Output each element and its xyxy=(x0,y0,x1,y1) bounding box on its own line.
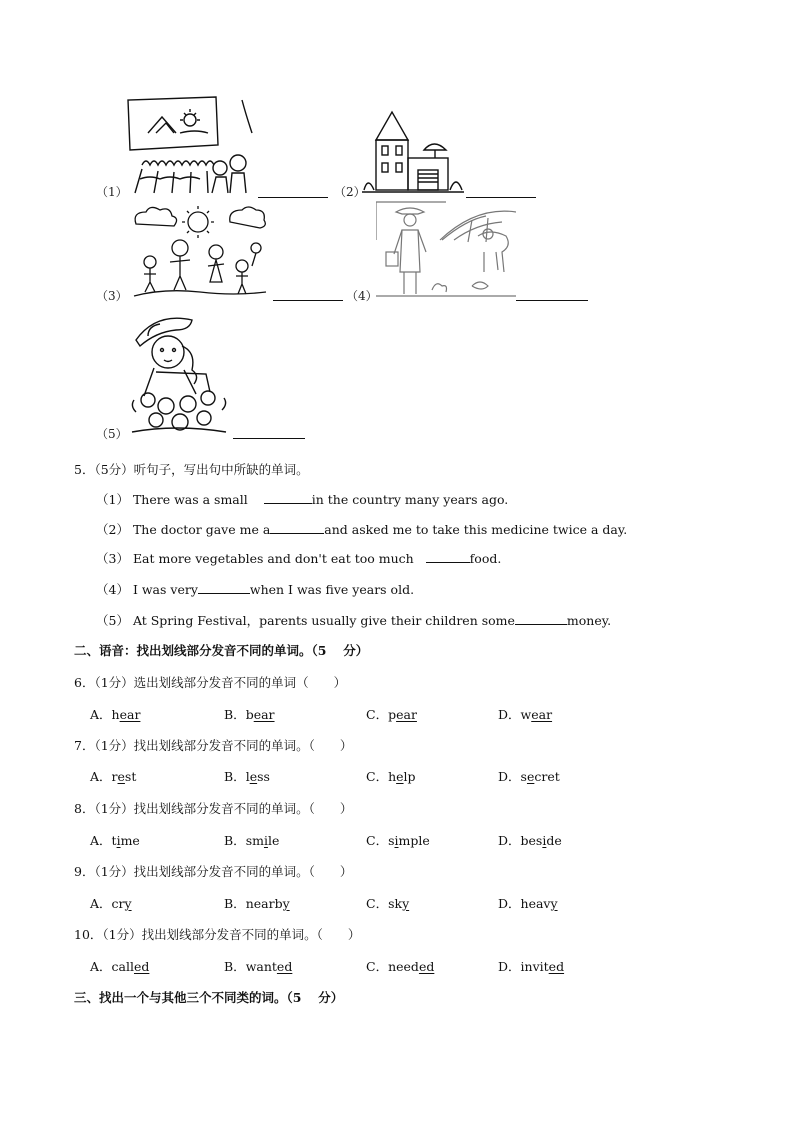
fill-in-sentence xyxy=(96,580,414,598)
picture-label: （1） xyxy=(96,185,128,199)
fill-in-sentence xyxy=(96,520,627,538)
sentence-prefix: The doctor gave me a xyxy=(132,522,271,537)
item-number: （1） xyxy=(96,492,129,507)
answer-blank[interactable] xyxy=(258,197,328,198)
answer-blank[interactable] xyxy=(516,300,588,301)
answer-blank[interactable] xyxy=(426,551,470,563)
sentence-prefix: There was a small xyxy=(132,492,252,507)
picture-label: （4） xyxy=(346,289,378,303)
picture-label: （5） xyxy=(96,427,128,441)
option-a[interactable]: A．rest xyxy=(90,769,137,784)
sentence-suffix: in the country many years ago. xyxy=(311,492,509,507)
option-b[interactable]: B．less xyxy=(224,769,270,784)
option-a[interactable]: A．hear xyxy=(90,707,141,722)
option-c[interactable]: C．needed xyxy=(366,959,435,974)
item-number: （3） xyxy=(96,551,129,566)
option-b[interactable]: B．bear xyxy=(224,707,275,722)
answer-blank[interactable] xyxy=(466,197,536,198)
fill-in-sentence xyxy=(96,549,501,567)
cinema-icon xyxy=(120,95,260,195)
sentence-prefix: I was very xyxy=(132,582,198,597)
item-number: （2） xyxy=(96,522,129,537)
item-number: （5） xyxy=(96,613,129,628)
question-title: 9．（1分）找出划线部分发音不同的单词。（ ） xyxy=(74,864,353,879)
answer-blank[interactable] xyxy=(270,522,324,534)
question-title: 7．（1分）找出划线部分发音不同的单词。（ ） xyxy=(74,738,353,753)
section-3-heading: 三、找出一个与其他三个不同类的词。（5 分） xyxy=(74,990,344,1005)
answer-blank[interactable] xyxy=(515,613,567,625)
option-c[interactable]: C．help xyxy=(366,769,416,784)
option-d[interactable]: D．secret xyxy=(498,769,560,784)
sentence-suffix: food. xyxy=(469,551,502,566)
option-c[interactable]: C．pear xyxy=(366,707,417,722)
house-icon xyxy=(362,108,464,194)
fill-in-sentence xyxy=(96,490,508,508)
option-c[interactable]: C．simple xyxy=(366,833,430,848)
option-a[interactable]: A．time xyxy=(90,833,140,848)
question-5-title: 5．（5分）听句子，写出句中所缺的单词。 xyxy=(74,462,309,477)
question-title: 6．（1分）选出划线部分发音不同的单词（ ） xyxy=(74,675,347,690)
option-b[interactable]: B．nearby xyxy=(224,896,290,911)
girl-gardening-icon xyxy=(126,312,236,436)
answer-blank[interactable] xyxy=(273,300,343,301)
answer-blank[interactable] xyxy=(233,438,305,439)
question-title: 8．（1分）找出划线部分发音不同的单词。（ ） xyxy=(74,801,353,816)
sentence-prefix: Eat more vegetables and don't eat too much xyxy=(132,551,418,566)
option-a[interactable]: A．cry xyxy=(90,896,132,911)
sentence-suffix: money. xyxy=(566,613,612,628)
children-playing-icon xyxy=(130,204,270,300)
sentence-prefix: At Spring Festival，parents usually give their children some xyxy=(132,613,515,628)
item-number: （4） xyxy=(96,582,129,597)
option-d[interactable]: D．heavy xyxy=(498,896,558,911)
question-title: 10．（1分）找出划线部分发音不同的单词。（ ） xyxy=(74,927,361,942)
sentence-suffix: and asked me to take this medicine twice a day. xyxy=(324,522,628,537)
picture-label: （3） xyxy=(96,289,128,303)
option-d[interactable]: D．beside xyxy=(498,833,562,848)
fill-in-sentence xyxy=(96,611,611,629)
option-b[interactable]: B．wanted xyxy=(224,959,293,974)
sentence-suffix: when I was five years old. xyxy=(249,582,415,597)
answer-blank[interactable] xyxy=(198,582,250,594)
answer-blank[interactable] xyxy=(264,492,312,504)
option-a[interactable]: A．called xyxy=(90,959,150,974)
picture-label: （2） xyxy=(334,185,366,199)
option-d[interactable]: D．wear xyxy=(498,707,553,722)
option-b[interactable]: B．smile xyxy=(224,833,280,848)
option-d[interactable]: D．invited xyxy=(498,959,565,974)
farmer-icon xyxy=(376,200,516,300)
section-2-heading: 二、语音：找出划线部分发音不同的单词。（5 分） xyxy=(74,643,369,658)
option-c[interactable]: C．sky xyxy=(366,896,410,911)
